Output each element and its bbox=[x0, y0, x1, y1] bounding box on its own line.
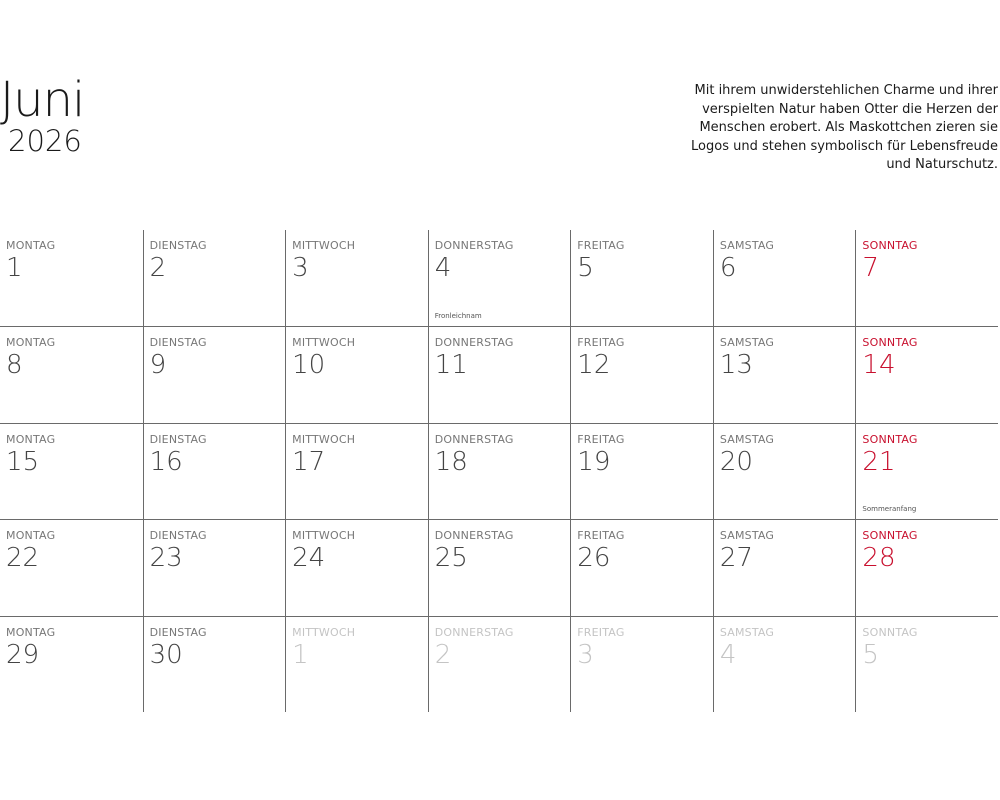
weekday-label: MONTAG bbox=[6, 432, 56, 446]
calendar-day-cell bbox=[855, 326, 998, 422]
weekday-label: DIENSTAG bbox=[149, 625, 207, 639]
day-number: 30 bbox=[149, 639, 183, 670]
day-number: 17 bbox=[292, 446, 326, 477]
calendar-day-cell bbox=[428, 326, 571, 422]
weekday-label: DIENSTAG bbox=[149, 432, 207, 446]
day-number: 18 bbox=[434, 446, 468, 477]
weekday-label: DONNERSTAG bbox=[434, 336, 514, 350]
calendar-day-cell bbox=[570, 326, 713, 422]
calendar-grid bbox=[0, 230, 998, 712]
calendar-day-cell bbox=[713, 423, 856, 519]
day-number: 23 bbox=[149, 543, 183, 574]
weekday-label: DONNERSTAG bbox=[434, 529, 514, 543]
day-number: 14 bbox=[862, 350, 896, 381]
day-number: 1 bbox=[6, 253, 23, 283]
calendar-day-cell-outside-month bbox=[285, 616, 428, 712]
weekday-label: SAMSTAG bbox=[719, 336, 775, 350]
day-number: 16 bbox=[149, 446, 183, 477]
calendar-day-cell bbox=[570, 423, 713, 519]
day-number: 19 bbox=[577, 446, 611, 477]
day-number: 15 bbox=[6, 446, 40, 477]
weekday-label: FREITAG bbox=[577, 239, 625, 252]
weekday-label: MITTWOCH bbox=[292, 336, 356, 350]
weekday-label: SONNTAG bbox=[862, 336, 918, 350]
day-number: 4 bbox=[434, 253, 452, 283]
calendar-day-cell bbox=[285, 230, 428, 326]
day-number: 1 bbox=[292, 639, 309, 670]
weekday-label: FREITAG bbox=[577, 432, 625, 446]
month-description: Mit ihrem unwiderstehlichen Charme und ihrer verspielten Natur haben Otter die Herzen der Menschen erobert. Als Maskottchen zieren sie Logos und stehen symbolisch für Lebensfreude und Naturschutz. bbox=[691, 83, 998, 172]
day-number: 20 bbox=[719, 446, 753, 477]
calendar-day-cell bbox=[713, 326, 856, 422]
day-number: 28 bbox=[862, 543, 896, 574]
weekday-label: FREITAG bbox=[577, 625, 625, 639]
calendar-day-cell bbox=[570, 230, 713, 326]
weekday-label: DIENSTAG bbox=[149, 239, 207, 252]
day-number: 24 bbox=[292, 543, 326, 574]
calendar-day-cell bbox=[143, 230, 286, 326]
calendar-day-cell bbox=[428, 423, 571, 519]
weekday-label: SAMSTAG bbox=[719, 239, 775, 252]
calendar-day-cell bbox=[428, 519, 571, 615]
day-number: 12 bbox=[577, 350, 611, 381]
day-number: 3 bbox=[292, 253, 309, 283]
calendar-day-cell bbox=[0, 230, 143, 326]
day-number: 29 bbox=[6, 639, 40, 670]
calendar-day-cell bbox=[570, 519, 713, 615]
calendar-day-cell bbox=[713, 230, 856, 326]
weekday-label: SAMSTAG bbox=[719, 529, 775, 543]
year-title: 2026 bbox=[8, 124, 82, 158]
day-number: 5 bbox=[577, 253, 594, 283]
weekday-label: DONNERSTAG bbox=[434, 239, 514, 252]
calendar-day-cell bbox=[0, 326, 143, 422]
day-number: 4 bbox=[719, 639, 737, 670]
calendar-day-cell bbox=[143, 326, 286, 422]
day-number: 27 bbox=[719, 543, 753, 574]
weekday-label: MITTWOCH bbox=[292, 625, 356, 639]
calendar-day-cell bbox=[0, 423, 143, 519]
day-number: 26 bbox=[577, 543, 611, 574]
weekday-label: MITTWOCH bbox=[292, 529, 356, 543]
weekday-label: SONNTAG bbox=[862, 529, 918, 543]
day-number: 10 bbox=[292, 350, 326, 381]
calendar-day-cell bbox=[285, 423, 428, 519]
day-number: 5 bbox=[862, 639, 879, 670]
weekday-label: MITTWOCH bbox=[292, 239, 356, 252]
day-number: 13 bbox=[719, 350, 753, 381]
day-number: 3 bbox=[577, 639, 594, 670]
calendar-day-cell bbox=[143, 519, 286, 615]
weekday-label: SONNTAG bbox=[862, 432, 918, 446]
calendar-day-cell-outside-month bbox=[713, 616, 856, 712]
day-number: 8 bbox=[6, 350, 23, 381]
day-number: 2 bbox=[434, 639, 452, 670]
weekday-label: MONTAG bbox=[6, 239, 56, 252]
weekday-label: MONTAG bbox=[6, 529, 56, 543]
calendar-day-cell bbox=[0, 616, 143, 712]
day-number: 11 bbox=[434, 350, 468, 381]
weekday-label: MITTWOCH bbox=[292, 432, 356, 446]
weekday-label: DONNERSTAG bbox=[434, 432, 514, 446]
calendar-day-cell bbox=[285, 326, 428, 422]
month-title: Juni bbox=[0, 72, 85, 128]
weekday-label: FREITAG bbox=[577, 336, 625, 350]
day-number: 25 bbox=[434, 543, 468, 574]
weekday-label: SAMSTAG bbox=[719, 432, 775, 446]
calendar-day-cell bbox=[855, 519, 998, 615]
day-number: 7 bbox=[862, 253, 879, 283]
calendar-day-cell bbox=[0, 519, 143, 615]
calendar-day-cell bbox=[855, 423, 998, 519]
weekday-label: SAMSTAG bbox=[719, 625, 775, 639]
day-number: 9 bbox=[149, 350, 167, 381]
calendar-day-cell bbox=[713, 519, 856, 615]
weekday-label: DIENSTAG bbox=[149, 336, 207, 350]
calendar-day-cell bbox=[143, 616, 286, 712]
holiday-note: Sommeranfang bbox=[862, 505, 917, 514]
calendar-day-cell-outside-month bbox=[855, 616, 998, 712]
weekday-label: MONTAG bbox=[6, 336, 56, 350]
calendar-day-cell bbox=[428, 230, 571, 326]
weekday-label: SONNTAG bbox=[862, 239, 918, 252]
day-number: 2 bbox=[149, 253, 167, 283]
calendar-day-cell bbox=[143, 423, 286, 519]
weekday-label: FREITAG bbox=[577, 529, 625, 543]
calendar-day-cell bbox=[285, 519, 428, 615]
weekday-label: DIENSTAG bbox=[149, 529, 207, 543]
calendar-day-cell-outside-month bbox=[570, 616, 713, 712]
day-number: 6 bbox=[719, 253, 737, 283]
holiday-note: Fronleichnam bbox=[434, 312, 482, 321]
day-number: 21 bbox=[862, 446, 896, 477]
weekday-label: DONNERSTAG bbox=[434, 625, 514, 639]
calendar-day-cell-outside-month bbox=[428, 616, 571, 712]
calendar-day-cell bbox=[855, 230, 998, 326]
weekday-label: MONTAG bbox=[6, 625, 56, 639]
day-number: 22 bbox=[6, 543, 40, 574]
weekday-label: SONNTAG bbox=[862, 625, 918, 639]
